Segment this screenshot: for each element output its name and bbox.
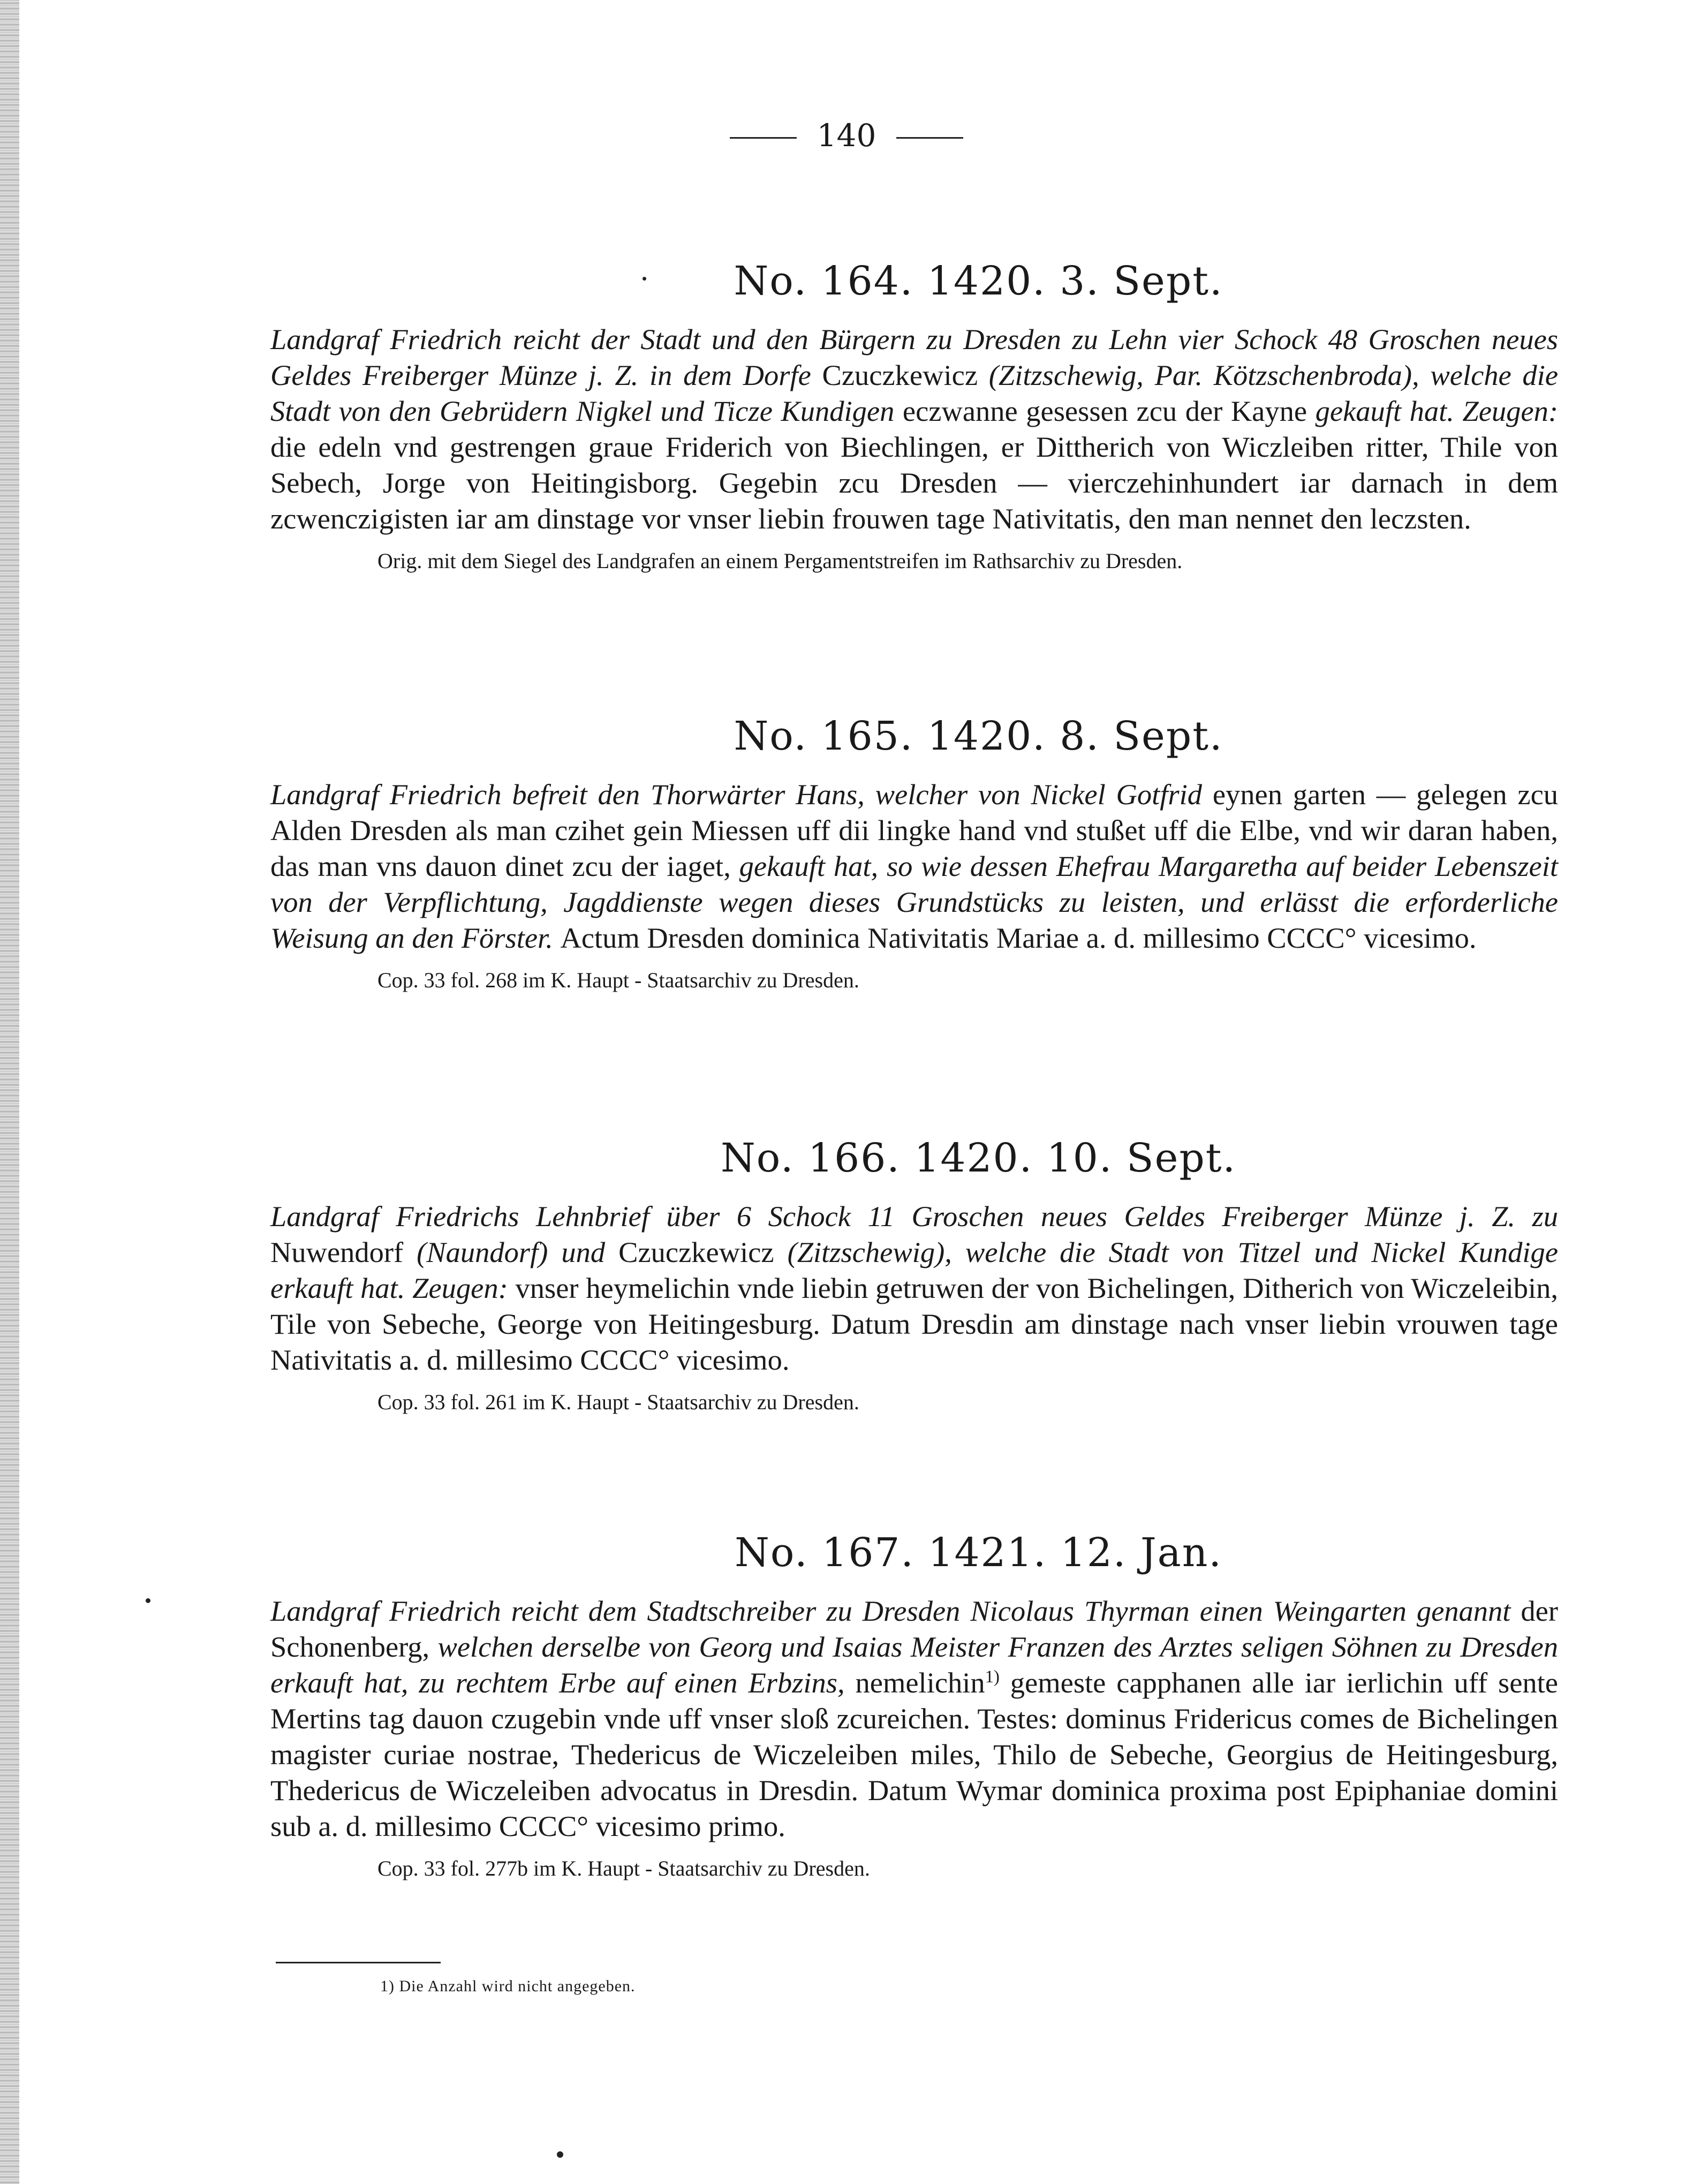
ink-speck bbox=[557, 2151, 563, 2158]
italic-run: Landgraf Friedrich reicht der Stadt und den Bürgern zu Dresden zu Lehn vier Schock 48 Groschen neues Geldes Freiberger Münze j. Z. in dem Dorfe bbox=[270, 323, 1558, 391]
text-run: die edeln vnd gestrengen graue Friderich von Biechlingen, er Dittherich von Wiczleiben ritter, Thile von Sebech, Jorge von Heitingisborg. Gegebin zcu Dresden — vierczehinhundert iar darnach in dem zcwenczigisten iar am dinstage vor vnser liebin frouwen tage Nativitatis, den man nennet den leczsten. bbox=[270, 430, 1558, 535]
entry-title: No. 166. 1420. 10. Sept. bbox=[720, 1135, 1237, 1181]
header-rule-right bbox=[896, 137, 963, 139]
text-run: Czuczkewicz bbox=[618, 1236, 788, 1268]
italic-run: Landgraf Friedrichs Lehnbrief über 6 Schock 11 Groschen neues Geldes Freiberger Münze j. Z. zu bbox=[270, 1200, 1558, 1233]
entry-165 bbox=[270, 712, 1558, 994]
text-run: Czuczkewicz bbox=[822, 359, 989, 391]
entry-body bbox=[270, 776, 1558, 956]
entry-source: Orig. mit dem Siegel des Landgrafen an einem Pergamentstreifen im Rathsarchiv zu Dresden. bbox=[377, 549, 1183, 573]
italic-run: (Naundorf) und bbox=[417, 1236, 619, 1268]
text-run: eczwanne gesessen zcu der Kayne bbox=[902, 395, 1316, 427]
italic-run: welchen derselbe von Georg und Isaias Meister Franzen des Arztes seligen Söhnen zu Dresden erkauft hat, zu rechtem Erbe auf einen Erbzins, bbox=[270, 1630, 1558, 1699]
page-header bbox=[0, 117, 1693, 154]
italic-run: gekauft hat, so wie dessen Ehefrau Margaretha auf beider Lebenszeit von der Verpflichtung, Jagddienste wegen dieses Grundstücks zu leisten, und erlässt die erforderliche Weisung an den Förster. bbox=[270, 850, 1558, 954]
text-run: nemelichin bbox=[855, 1666, 985, 1699]
entry-167 bbox=[270, 1529, 1558, 1883]
italic-run: Landgraf Friedrich befreit den Thorwärter Hans, welcher von Nickel Gotfrid bbox=[270, 778, 1213, 811]
scan-left-edge bbox=[0, 0, 19, 2184]
text-run: vnser heymelichin vnde liebin getruwen der von Bichelingen, Ditherich von Wiczeleibin, Tile von Sebeche, George von Heitingesburg. Datum Dresdin am dinstage nach vnser liebin vrouwen tage Nativitatis a. d. millesimo CCCC° vicesimo. bbox=[270, 1272, 1558, 1376]
entry-body bbox=[270, 1593, 1558, 1844]
entry-source: Cop. 33 fol. 277b im K. Haupt - Staatsarchiv zu Dresden. bbox=[377, 1856, 870, 1880]
footnote: 1) Die Anzahl wird nicht angegeben. bbox=[380, 1977, 636, 1995]
italic-run: (Zitzschewig, Par. Kötzschenbroda), welche die Stadt von den Gebrüdern Nigkel und Ticze Kundigen bbox=[270, 359, 1558, 427]
ink-speck bbox=[146, 1598, 150, 1603]
italic-run: (Zitzschewig), welche die Stadt von Titzel und Nickel Kundige erkauft hat. Zeugen: bbox=[270, 1236, 1558, 1304]
footnote-ref: 1) bbox=[985, 1667, 1000, 1687]
entry-body bbox=[270, 1198, 1558, 1378]
entry-source: Cop. 33 fol. 268 im K. Haupt - Staatsarchiv zu Dresden. bbox=[377, 968, 859, 992]
italic-run: Landgraf Friedrich reicht dem Stadtschreiber zu Dresden Nicolaus Thyrman einen Weingarten genannt bbox=[270, 1594, 1521, 1627]
text-run: gemeste capphanen alle iar ierlichin uff sente Mertins tag dauon czugebin vnde uff vnser sloß zcureichen. Testes: dominus Fridericus comes de Bichelingen magister curiae nostrae, Thedericus de Wiczeleiben miles, Thilo de Sebeche, Georgius de Heitingesburg, Thedericus de Wiczeleiben advocatus in Dresdin. Datum Wymar dominica proxima post Epiphaniae domini sub a. d. millesimo CCCC° vicesimo primo. bbox=[270, 1666, 1558, 1842]
text-run: eynen garten — gelegen zcu Alden Dresden als man czihet gein Miessen uff dii lingke hand vnd stußet uff die Elbe, vnd wir daran haben, das man vns dauon dinet zcu der iaget, bbox=[270, 778, 1559, 882]
ink-speck bbox=[643, 277, 646, 281]
entry-source: Cop. 33 fol. 261 im K. Haupt - Staatsarchiv zu Dresden. bbox=[377, 1390, 859, 1414]
entry-164 bbox=[270, 257, 1558, 575]
text-run: Nuwendorf bbox=[270, 1236, 417, 1268]
entry-body bbox=[270, 321, 1558, 536]
footnote-rule bbox=[276, 1962, 441, 1963]
text-run: der Schonenberg, bbox=[270, 1594, 1558, 1663]
entry-title: No. 165. 1420. 8. Sept. bbox=[734, 713, 1223, 759]
entry-166 bbox=[270, 1134, 1558, 1416]
text-run: Actum Dresden dominica Nativitatis Mariae a. d. millesimo CCCC° vicesimo. bbox=[560, 921, 1477, 954]
page-number: 140 bbox=[817, 117, 876, 154]
header-rule-left bbox=[730, 137, 797, 139]
italic-run: gekauft hat. Zeugen: bbox=[1315, 395, 1558, 427]
entry-title: No. 164. 1420. 3. Sept. bbox=[734, 258, 1223, 304]
entry-title: No. 167. 1421. 12. Jan. bbox=[735, 1530, 1222, 1576]
